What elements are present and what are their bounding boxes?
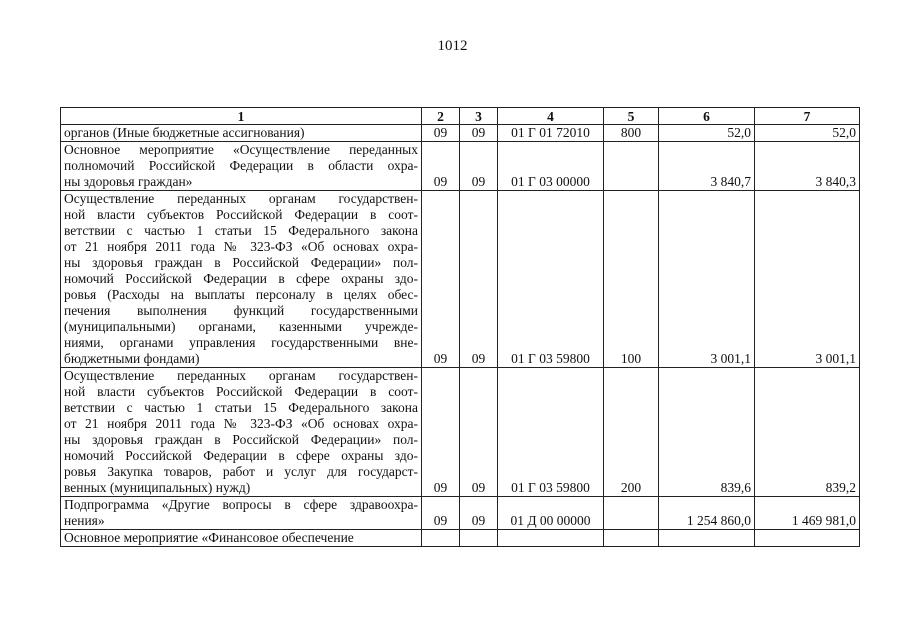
expense-type-code: 100 [604,191,659,368]
header-cell: 6 [659,108,755,125]
amount-year-1 [659,530,755,547]
target-article-code: 01 Г 03 00000 [498,142,604,191]
amount-year-1: 839,6 [659,368,755,497]
section-code: 09 [422,368,460,497]
table-row [61,497,860,530]
table-row [61,142,860,191]
description-line: ны здоровья граждан» [64,174,193,189]
description-line: ной власти субъектов Российской Федерации в соот- [64,207,418,222]
description-line: Основное мероприятие «Финансовое обеспечение [64,530,354,545]
description-line: номочий Российской Федерации в сфере охраны здо- [64,448,418,463]
subsection-code: 09 [460,368,498,497]
header-cell: 4 [498,108,604,125]
amount-year-1: 3 840,7 [659,142,755,191]
expense-type-code [604,497,659,530]
table-header-row [61,108,860,125]
row-description [61,497,422,530]
expense-type-code: 800 [604,125,659,142]
description-line: бюджетными фондами) [64,351,200,366]
amount-year-2: 52,0 [755,125,860,142]
description-line: нения» [64,513,105,528]
target-article-code: 01 Д 00 00000 [498,497,604,530]
row-description [61,191,422,368]
description-line: полномочий Российской Федерации в области охра- [64,158,418,173]
description-line: номочий Российской Федерации в сфере охраны здо- [64,271,418,286]
target-article-code: 01 Г 03 59800 [498,191,604,368]
subsection-code: 09 [460,125,498,142]
target-article-code [498,530,604,547]
budget-table [60,107,860,547]
section-code: 09 [422,497,460,530]
subsection-code: 09 [460,191,498,368]
section-code: 09 [422,125,460,142]
page-number: 1012 [437,38,468,54]
description-line: органов (Иные бюджетные ассигнования) [64,125,305,140]
amount-year-2: 3 001,1 [755,191,860,368]
expense-type-code [604,530,659,547]
description-line: ветствии с частью 1 статьи 15 Федерального закона [64,223,418,238]
row-description [61,530,422,547]
amount-year-2 [755,530,860,547]
header-cell: 2 [422,108,460,125]
description-line: Основное мероприятие «Осуществление переданных [64,142,418,157]
table-row [61,125,860,142]
target-article-code: 01 Г 03 59800 [498,368,604,497]
description-line: Осуществление переданных органам государствен- [64,368,418,383]
amount-year-1: 1 254 860,0 [659,497,755,530]
table-row [61,368,860,497]
description-line: ной власти субъектов Российской Федерации в соот- [64,384,418,399]
description-line: Осуществление переданных органам государствен- [64,191,418,206]
amount-year-1: 3 001,1 [659,191,755,368]
header-cell: 7 [755,108,860,125]
row-description [61,368,422,497]
description-line: венных (муниципальных) нужд) [64,480,251,495]
description-line: печения выполнения функций государственными [64,303,418,318]
target-article-code: 01 Г 01 72010 [498,125,604,142]
description-line: от 21 ноября 2011 года № 323-ФЗ «Об основах охра- [64,239,418,254]
description-line: ны здоровья граждан в Российской Федерации» пол- [64,255,418,270]
row-description [61,142,422,191]
description-line: (муниципальными) органами, казенными учрежде- [64,319,418,334]
header-cell: 3 [460,108,498,125]
description-line: ровья Закупка товаров, работ и услуг для государст- [64,464,418,479]
description-line: ны здоровья граждан в Российской Федерации» пол- [64,432,418,447]
description-line: от 21 ноября 2011 года № 323-ФЗ «Об основах охра- [64,416,418,431]
expense-type-code: 200 [604,368,659,497]
subsection-code: 09 [460,142,498,191]
subsection-code [460,530,498,547]
table-row [61,191,860,368]
description-line: ветствии с частью 1 статьи 15 Федерального закона [64,400,418,415]
header-cell: 5 [604,108,659,125]
description-line: Подпрограмма «Другие вопросы в сфере здравоохра- [64,497,418,512]
amount-year-2: 839,2 [755,368,860,497]
amount-year-1: 52,0 [659,125,755,142]
section-code: 09 [422,191,460,368]
subsection-code: 09 [460,497,498,530]
expense-type-code [604,142,659,191]
table-row [61,530,860,547]
row-description [61,125,422,142]
description-line: ниями, органами управления государственными вне- [64,335,418,350]
section-code: 09 [422,142,460,191]
description-line: ровья (Расходы на выплаты персоналу в целях обес- [64,287,418,302]
header-cell: 1 [61,108,422,125]
amount-year-2: 3 840,3 [755,142,860,191]
amount-year-2: 1 469 981,0 [755,497,860,530]
section-code [422,530,460,547]
